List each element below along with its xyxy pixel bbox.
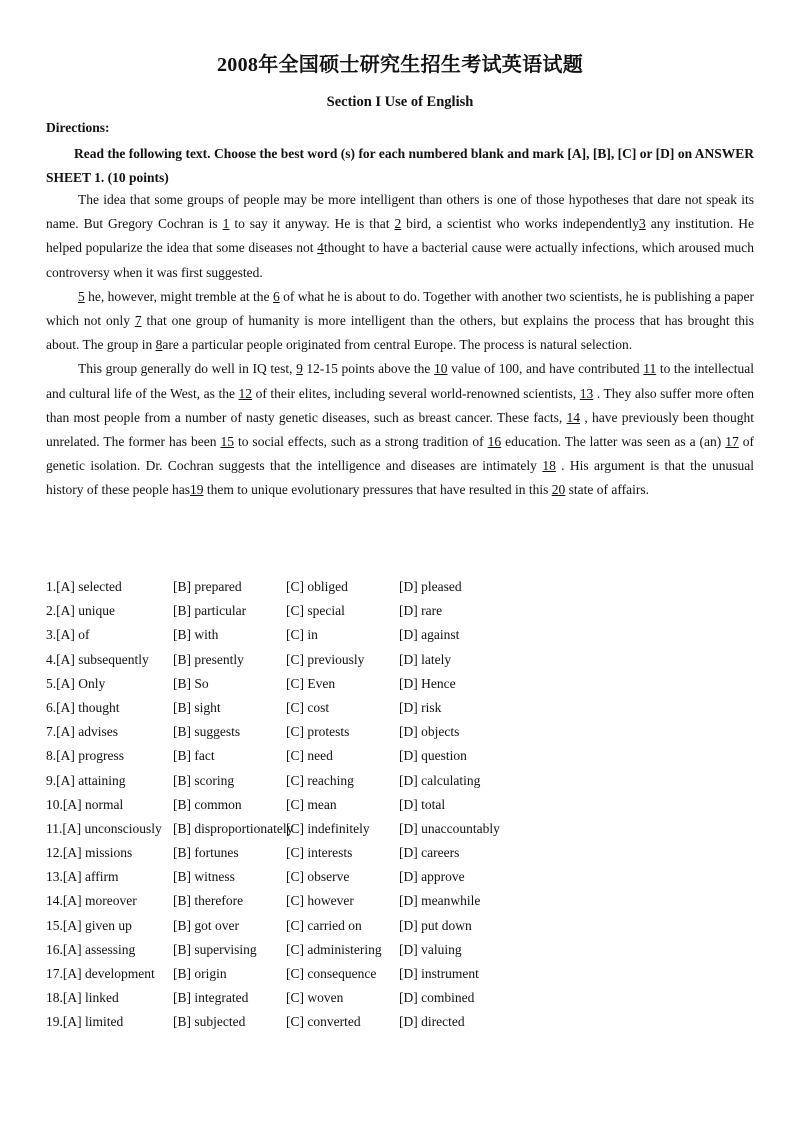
- option-c: [C] special: [286, 603, 345, 619]
- option-d: [D] question: [399, 748, 467, 764]
- blank-number: 7: [134, 313, 142, 329]
- option-c: [C] woven: [286, 990, 344, 1006]
- option-row: [46, 1010, 539, 1034]
- option-d: [D] valuing: [399, 941, 462, 957]
- option-b: [B] therefore: [173, 893, 244, 909]
- passage-text: . His argument is that the unusual history of these people has: [46, 458, 754, 498]
- option-c: [C] protests: [286, 724, 350, 740]
- option-b: [B] witness: [173, 869, 235, 885]
- instructions-text: Read the following text. Choose the best word (s) for each numbered blank and mark [A], [B], [C] or [D] on ANSWER SHEET 1. (10 points): [46, 146, 754, 185]
- option-a: 5.[A] Only: [46, 675, 106, 691]
- option-a: 11.[A] unconsciously: [46, 820, 162, 836]
- blank-number: 2: [394, 216, 402, 232]
- cloze-passage: [46, 188, 754, 503]
- option-b: [B] scoring: [173, 772, 235, 788]
- blank-number: 5: [78, 288, 85, 304]
- option-c: [C] in: [286, 627, 318, 643]
- directions-label: Directions:: [46, 120, 110, 135]
- option-row: [46, 986, 539, 1010]
- section-heading: Section I Use of English: [326, 94, 474, 110]
- option-row: [46, 793, 539, 817]
- passage-text: them to unique evolutionary pressures that have resulted in this: [203, 482, 552, 498]
- option-c: [C] consequence: [286, 966, 377, 981]
- passage-text: , have previously been thought unrelated. The former has been: [46, 409, 754, 450]
- option-c: [C] Even: [286, 675, 336, 691]
- option-c: [C] converted: [286, 1014, 361, 1030]
- passage-text: to social effects, such as a strong tradition of: [233, 434, 488, 450]
- option-a: 4.[A] subsequently: [46, 651, 149, 667]
- option-b: [B] presently: [173, 651, 244, 667]
- option-c: [C] administering: [286, 941, 382, 957]
- option-d: [D] careers: [399, 845, 460, 861]
- blank-number: 12: [238, 385, 253, 401]
- option-b: [B] got over: [173, 917, 239, 933]
- option-row: [46, 962, 539, 986]
- option-b: [B] origin: [173, 966, 227, 981]
- option-d: [D] pleased: [399, 579, 462, 594]
- option-a: 17.[A] development: [46, 966, 155, 981]
- blank-number: 15: [220, 434, 234, 450]
- passage-text: that one group of humanity is more intelligent than the others, but explains the process that has brought this about. The group in: [46, 313, 755, 353]
- option-d: [D] put down: [399, 917, 472, 933]
- option-d: [D] approve: [399, 869, 465, 885]
- option-c: [C] reaching: [286, 772, 354, 788]
- option-c: [C] observe: [286, 869, 350, 885]
- option-d: [D] objects: [399, 724, 460, 740]
- option-d: [D] instrument: [399, 966, 479, 981]
- passage-paragraph: [46, 188, 754, 285]
- option-b: [B] integrated: [173, 990, 249, 1006]
- option-c: [C] indefinitely: [286, 820, 370, 836]
- passage-text: to say it anyway. He is that: [229, 216, 395, 232]
- option-b: [B] prepared: [173, 579, 242, 594]
- blank-number: 6: [272, 288, 280, 304]
- option-row: [46, 599, 539, 623]
- option-b: [B] supervising: [173, 941, 257, 957]
- option-row: [46, 841, 539, 865]
- option-row: [46, 720, 539, 744]
- option-d: [D] directed: [399, 1014, 465, 1030]
- option-row: [46, 817, 539, 841]
- blank-number: 8: [155, 337, 163, 353]
- option-b: [B] particular: [173, 603, 247, 619]
- passage-text: of genetic isolation. Dr. Cochran suggests that the intelligence and diseases are intimately: [46, 434, 754, 474]
- option-row: [46, 744, 539, 768]
- option-b: [B] subjected: [173, 1014, 246, 1030]
- blank-number: 20: [551, 482, 566, 498]
- passage-text: thought to have a bacterial cause were actually infections, which aroused much controversy when it was first suggested.: [46, 240, 754, 280]
- blank-number: 17: [725, 434, 739, 450]
- passage-text: This group generally do well in IQ test,: [78, 361, 297, 377]
- option-d: [D] rare: [399, 603, 443, 619]
- passage-paragraph: [46, 357, 754, 502]
- blank-number: 9: [296, 361, 303, 377]
- option-a: 2.[A] unique: [46, 603, 115, 619]
- option-a: 13.[A] affirm: [46, 869, 119, 885]
- option-a: 6.[A] thought: [46, 699, 120, 715]
- option-a: 15.[A] given up: [46, 917, 132, 933]
- passage-text: . They also suffer more often than most people from a number of nasty genetic diseases, such as breast cancer. These facts,: [46, 385, 754, 425]
- option-b: [B] suggests: [173, 724, 241, 740]
- option-a: 19.[A] limited: [46, 1014, 124, 1030]
- option-d: [D] meanwhile: [399, 893, 481, 909]
- blank-number: 18: [542, 458, 556, 474]
- option-d: [D] against: [399, 627, 460, 643]
- option-c: [C] previously: [286, 651, 365, 667]
- passage-text: 12-15 points above the: [302, 361, 435, 377]
- option-a: 8.[A] progress: [46, 748, 124, 764]
- page-title: 2008年全国硕士研究生招生考试英语试题: [217, 54, 583, 76]
- option-row: [46, 623, 539, 647]
- option-d: [D] calculating: [399, 772, 481, 788]
- option-d: [D] risk: [399, 699, 442, 715]
- passage-text: state of affairs.: [565, 482, 649, 498]
- option-b: [B] with: [173, 627, 219, 643]
- option-a: 16.[A] assessing: [46, 941, 136, 957]
- passage-text: value of 100, and have contributed: [447, 361, 644, 377]
- option-c: [C] however: [286, 893, 354, 909]
- passage-text: bird, a scientist who works independently: [401, 216, 640, 232]
- option-d: [D] total: [399, 796, 446, 812]
- answer-options-list: [46, 575, 539, 1035]
- blank-number: 16: [487, 434, 502, 450]
- option-a: 9.[A] attaining: [46, 772, 126, 788]
- option-row: [46, 575, 539, 599]
- option-c: [C] cost: [286, 699, 330, 715]
- passage-paragraph: [46, 285, 754, 358]
- option-d: [D] Hence: [399, 675, 456, 691]
- blank-number: 3: [639, 216, 646, 232]
- option-row: [46, 672, 539, 696]
- blank-number: 13: [579, 385, 594, 401]
- option-a: 1.[A] selected: [46, 579, 122, 594]
- option-c: [C] mean: [286, 796, 337, 812]
- option-d: [D] unaccountably: [399, 820, 500, 836]
- option-a: 12.[A] missions: [46, 845, 133, 861]
- option-d: [D] lately: [399, 651, 452, 667]
- blank-number: 4: [317, 240, 324, 256]
- option-a: 3.[A] of: [46, 627, 90, 643]
- blank-number: 1: [222, 216, 230, 232]
- passage-text: The idea that some groups of people may be more intelligent than others is one of those hypotheses that dare not speak its name. But Gregory Cochran is: [46, 192, 754, 232]
- option-b: [B] fortunes: [173, 845, 239, 861]
- option-c: [C] obliged: [286, 579, 348, 594]
- option-b: [B] So: [173, 675, 209, 691]
- option-row: [46, 889, 539, 913]
- option-b: [B] disproportionately: [173, 820, 294, 836]
- passage-text: of what he is about to do. Together with another two scientists, he is publishing a paper which not only: [46, 288, 754, 329]
- option-b: [B] fact: [173, 748, 215, 764]
- blank-number: 10: [434, 361, 448, 377]
- option-b: [B] common: [173, 796, 242, 812]
- option-a: 18.[A] linked: [46, 990, 119, 1006]
- option-row: [46, 938, 539, 962]
- passage-text: any institution. He helped popularize the idea that some diseases not: [46, 216, 754, 256]
- option-row: [46, 648, 539, 672]
- option-row: [46, 769, 539, 793]
- blank-number: 14: [566, 409, 581, 425]
- passage-text: education. The latter was seen as a (an): [501, 434, 726, 450]
- option-c: [C] interests: [286, 845, 353, 861]
- option-row: [46, 914, 539, 938]
- passage-text: he, however, might tremble at the: [84, 288, 273, 304]
- blank-number: 11: [643, 361, 657, 377]
- passage-text: are a particular people originated from central Europe. The process is natural selection.: [162, 337, 633, 353]
- option-a: 14.[A] moreover: [46, 893, 137, 909]
- option-d: [D] combined: [399, 990, 475, 1006]
- option-row: [46, 865, 539, 889]
- option-c: [C] carried on: [286, 917, 362, 933]
- option-row: [46, 696, 539, 720]
- option-a: 7.[A] advises: [46, 724, 118, 740]
- option-b: [B] sight: [173, 699, 221, 715]
- option-c: [C] need: [286, 748, 333, 764]
- passage-text: of their elites, including several world-renowned scientists,: [252, 385, 580, 401]
- passage-text: to the intellectual and cultural life of the West, as the: [46, 361, 754, 401]
- blank-number: 19: [189, 482, 204, 498]
- option-a: 10.[A] normal: [46, 796, 124, 812]
